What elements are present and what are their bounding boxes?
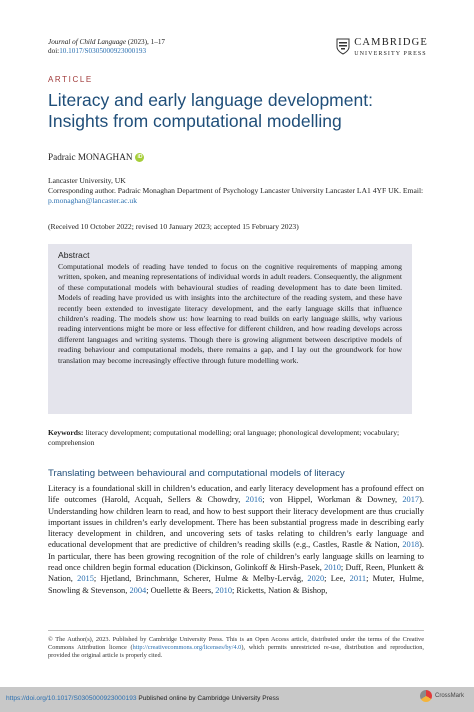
body-text: ; Muter, Hulme, Snowling & Stevenson, — [48, 574, 424, 595]
abstract-box — [48, 244, 412, 414]
doi-label: doi: — [48, 47, 60, 55]
crossmark-badge[interactable] — [420, 690, 464, 702]
footer-doi-link[interactable]: https://doi.org/10.1017/S0305000923000193 — [6, 695, 137, 702]
citation-link[interactable]: 2020 — [307, 574, 325, 584]
body-text: ; Ricketts, Nation & Bishop, — [232, 585, 328, 595]
citation-link[interactable]: 2016 — [245, 495, 263, 505]
body-text: Literacy is a foundational skill in children’s education, and early literacy development has a profound effect on life outcomes (Harold, Acquah, Sellers & Chowdry, — [48, 484, 424, 505]
author-line — [48, 152, 144, 162]
copyright-notice — [48, 636, 424, 660]
crossmark-icon — [420, 690, 432, 702]
footnote-divider — [48, 630, 424, 631]
section-heading: Translating between behavioural and computational models of literacy — [48, 468, 345, 479]
citation-link[interactable]: 2004 — [129, 585, 147, 595]
article-title: Literacy and early language development: Insights from computational modelling — [48, 90, 373, 131]
citation-link[interactable]: 2010 — [324, 563, 341, 573]
citation-link[interactable]: 2010 — [215, 585, 233, 595]
journal-volume: (2023), 1–17 — [126, 38, 166, 46]
body-text: ; von Hippel, Workman & Downey, — [262, 495, 403, 505]
citation-link[interactable]: 2017 — [402, 495, 420, 505]
license-link[interactable]: http://creativecommons.org/licenses/by/4.0 — [132, 644, 242, 651]
body-text: ; Ouellette & Beers, — [146, 585, 216, 595]
body-text: ). Understanding how children learn to read, and how to best support their literacy development are thus crucially important issues in children’s early development. There has been substantial progress made in describing early literacy development in children, and uncovering sets of tasks relating to children’s early language and educational development that are predictive of children’s reading skills (e.g., Castles, Rastle & Nation, — [48, 495, 424, 550]
body-text: ; Hjetland, Brinchmann, Scherer, Hulme & Melby-Lervåg, — [93, 574, 308, 584]
author-name: Padraic MONAGHAN — [48, 152, 133, 162]
corresponding-author: Corresponding author. Padraic Monaghan Department of Psychology Lancaster University Lancaster LA1 4YF UK. Email: — [48, 186, 424, 195]
citation-link[interactable]: 2011 — [349, 574, 367, 584]
publisher-subname: UNIVERSITY PRESS — [354, 50, 427, 57]
affiliation-institution: Lancaster University, UK — [48, 176, 126, 185]
cambridge-shield-icon — [336, 38, 350, 55]
journal-citation — [48, 38, 165, 56]
citation-link[interactable]: 2018 — [402, 540, 420, 550]
abstract-heading: Abstract — [58, 250, 90, 260]
publisher-logo — [336, 38, 428, 57]
orcid-icon[interactable]: iD — [137, 154, 143, 160]
received-dates: (Received 10 October 2022; revised 10 January 2023; accepted 15 February 2023) — [48, 222, 299, 231]
footer-published: Published online by Cambridge University Press — [136, 695, 280, 702]
copyright-text: © The Author(s), 2023. Published by Cambridge University Press. This is an Open Access article, distributed under the terms of the Creative Commons Attribution licence ( — [48, 636, 424, 651]
crossmark-label: CrossMark — [434, 693, 464, 699]
keywords-list: literacy development; computational modelling; oral language; phonological development; vocabulary; comprehension — [48, 428, 400, 447]
copyright-text-end: ), which permits unrestricted re-use, distribution and reproduction, provided the original article is properly cited. — [48, 644, 424, 659]
abstract-text: Computational models of reading have tended to focus on the cognitive requirements of mapping among written, spoken, and meaning representations of individual words in adult readers. Consequently, the alignment of these computational models with behavioural studies of reading development has to date been limited. Models of reading have provided us with insights into the architecture of the reading system, and these have recently been extended to investigate literacy development, and the early language skills that influence children’s reading. The models show us: how learning to read builds on early language skills, why various reading interventions might be more or less effective for different children, and how reading develops across different languages and writing systems. Though there is growing alignment between descriptive models of reading behaviour and computational models, there remains a gap, and I lay out the groundwork for how translation may become increasingly effective through future modelling work. — [58, 262, 402, 365]
doi-link[interactable]: 10.1017/S0305000923000193 — [59, 47, 147, 55]
publisher-name: CAMBRIDGE — [354, 37, 428, 48]
article-type-label: ARTICLE — [48, 75, 93, 84]
email-link[interactable]: p.monaghan@lancaster.ac.uk — [48, 196, 138, 205]
journal-name: Journal of Child Language — [48, 38, 127, 46]
body-text: ). In particular, there has been growing recognition of the role of children’s early language skills on learning to read once children begin formal education (Dickinson, Golinkoff & Hirsh-Pasek, — [48, 540, 424, 573]
keywords-label: Keywords: — [48, 428, 84, 437]
section-body — [48, 483, 424, 596]
footer-doi — [6, 695, 279, 702]
keywords — [48, 428, 418, 448]
affiliation — [48, 176, 433, 206]
body-text: ; Duff, Reen, Plunkett & Nation, — [48, 563, 424, 584]
body-text: ; Lee, — [324, 574, 350, 584]
citation-link[interactable]: 2015 — [77, 574, 94, 584]
